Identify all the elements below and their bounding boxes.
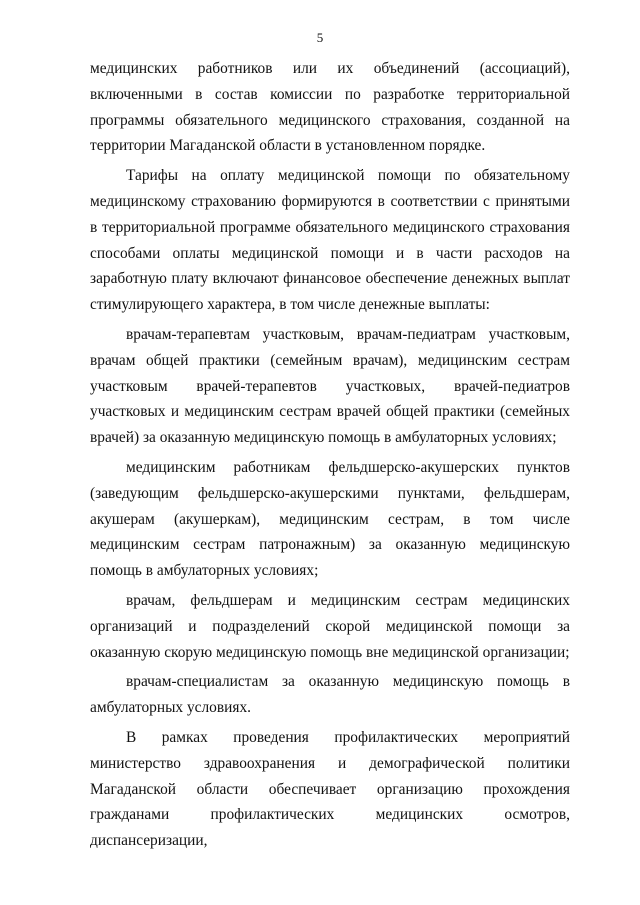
paragraph-tariffs: Тарифы на оплату медицинской помощи по обязательному медицинскому страхованию формируются в соответствии с принятыми в территориальной программе обязательного медицинского страхования способами оплаты медицинской помощи и в части расходов на заработную плату включают финансовое обеспечение денежных выплат стимулирующего характера, в том числе денежные выплаты: <box>90 167 570 314</box>
paragraph-therapists: врачам-терапевтам участковым, врачам-педиатрам участковым, врачам общей практики (семейным врачам), медицинским сестрам участковым врачей-терапевтов участковых, врачей-педиатров участковых и медицинским сестрам врачей общей практики (семейных врачей) за оказанную медицинскую помощь в амбулаторных условиях; <box>90 325 570 447</box>
paragraph-continuation: медицинских работников или их объединений (ассоциаций), включенными в состав комиссии по разработке территориальной программы обязательного медицинского страхования, созданной на территории Магаданской области в установленном порядке. <box>90 60 570 155</box>
document-body <box>90 56 570 854</box>
paragraph-feldsher-points: медицинским работникам фельдшерско-акушерских пунктов (заведующим фельдшерско-акушерскими пунктами, фельдшерам, акушерам (акушеркам), медицинским сестрам, в том числе медицинским сестрам патронажным) за оказанную медицинскую помощь в амбулаторных условиях; <box>90 458 570 580</box>
paragraph-preventive: В рамках проведения профилактических мероприятий министерство здравоохранения и демографической политики Магаданской области обеспечивает организацию прохождения гражданами профилактических медицинских осмотров, диспансеризации, <box>90 728 570 850</box>
paragraph-ambulance: врачам, фельдшерам и медицинским сестрам медицинских организаций и подразделений скорой медицинской помощи за оказанную скорую медицинскую помощь вне медицинской организации; <box>90 591 570 661</box>
paragraph-specialists: врачам-специалистам за оказанную медицинскую помощь в амбулаторных условиях. <box>90 673 570 717</box>
page-number: 5 <box>316 30 324 45</box>
